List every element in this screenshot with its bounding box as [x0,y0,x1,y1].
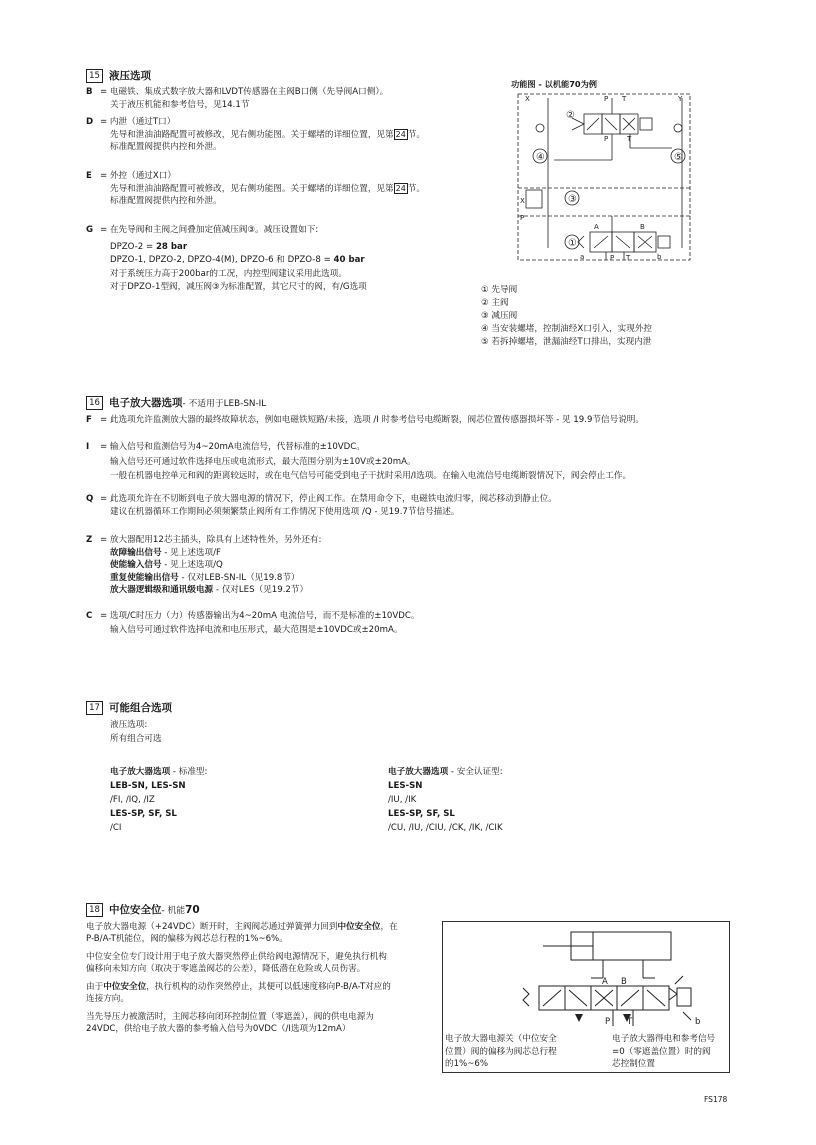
legend-item: ① 先导阀 [481,285,518,295]
port-label: T [622,95,627,103]
option-text: 节。 [407,183,425,194]
port-label: P [604,95,609,103]
body-text: 连接方向。 [86,994,129,1004]
combo-model: LES-SP, SF, SL [110,809,177,819]
combo-heading-sub: - 标准型: [170,767,208,777]
combo-options: /CU, /IU, /CIU, /CK, /IK, /CIK [388,823,503,833]
option-z [86,534,321,597]
option-text: 关于液压机能和参考信号，见14.1节 [110,99,250,110]
section-number: 17 [86,701,103,715]
port-label: b [695,1017,701,1027]
option-d [86,116,425,154]
function-diagram [512,88,694,264]
port-label: a [580,253,585,261]
option-letter: D [86,117,94,127]
option-text: - 仅对LES（见19.2节） [213,585,309,595]
option-text: 标准配置阀提供内控和外泄。 [110,142,222,152]
signal-name: 放大器逻辑级和通讯级电源 [110,585,214,595]
option-text: = 内泄（通过T口） [100,117,176,127]
section-15-heading [86,68,151,83]
pressure-value: 28 bar [155,241,188,252]
combo-heading-sub: - 安全认证型: [448,767,503,777]
option-i [86,440,631,484]
option-letter: Q [86,494,94,504]
option-c [86,609,420,637]
port-label: P [604,135,609,143]
option-text: - 见上述选项/Q [161,560,223,570]
option-text: = 放大器配用12芯主插头，除具有上述特性外，另外还有: [100,535,322,545]
page-number: FS178 [704,1095,728,1104]
combo-label: 液压选项: [110,720,148,730]
port-label: P [520,214,525,222]
port-label: P [605,1017,611,1027]
body-text: 24VDC，供给电子放大器的参考输入信号为0VDC（/I选项为12mA） [86,1024,351,1034]
section-subtitle-num: 70 [185,903,200,916]
caption-left [445,1033,557,1071]
port-label: P [610,254,615,262]
legend-item: ② 主阀 [481,298,509,308]
option-letter: C [86,611,93,621]
section-title: 中位安全位 [109,904,162,916]
section-16-heading [86,395,266,410]
port-label: B [640,223,645,231]
option-g [86,224,367,295]
combo-options: /FI, /IQ, /IZ [110,795,155,805]
section-ref: 24 [395,129,406,139]
callout-5: ⑤ [674,152,683,163]
option-text: 对于系统压力高于200bar的工况，内控型阀建议采用此选项。 [110,268,347,279]
port-label: B [621,977,627,987]
option-letter: I [86,442,90,452]
section-subtitle: - 机能 [161,906,186,916]
callout-1: ① [568,238,577,249]
section-number: 15 [86,69,103,83]
option-text: - 仅对LEB-SN-IL（见19.8节） [178,572,300,583]
combo-value: 所有组合可选 [110,734,162,744]
combo-heading: 电子放大器选项 [388,767,449,777]
body-bold: 中位安全位 [103,982,147,992]
option-text: 对于DPZO-1型阀，减压阀③为标准配置，其它尺寸的阀，有/G选项 [110,282,367,292]
caption-line: 电子放大器得电和参考信号 [612,1034,716,1044]
option-text: 节。 [407,129,425,140]
option-text: = 外控（通过X口） [100,171,176,181]
option-text: 先导和泄油油路配置可被修改，见右侧功能图。关于螺堵的详细位置，见第 [110,129,394,140]
signal-name: 故障输出信号 [110,547,162,558]
option-text: 标准配置阀提供内控和外泄。 [110,196,222,206]
port-label: Y [678,95,683,103]
option-text: 一般在机器电控单元和阀的距离较远时，或在电气信号可能受到电子干扰时采用/I选项。在输入电流信号电缆断裂情况下，阀会停止工作。 [110,471,632,481]
s18-body [86,921,398,1035]
callout-2: ② [566,110,575,121]
option-text: 先导和泄油油路配置可被修改，见右侧功能图。关于螺堵的详细位置，见第 [110,183,394,194]
combo-options: /IU, /IK [388,795,417,805]
combo-model: LES-SP, SF, SL [388,809,455,819]
combo-options: /CI [110,823,122,833]
diagram-title: 功能图 - 以机能70为例 [511,79,597,89]
section-ref: 24 [395,183,406,193]
caption-right [612,1033,715,1071]
combo-heading: 电子放大器选项 [110,767,171,777]
port-label: T [627,135,632,143]
option-text: = 选项/C时压力（力）传感器输出为4~20mA 电流信号，而不是标准的±10VDC。 [100,611,420,621]
signal-name: 使能输入信号 [110,560,162,570]
diagram-legend [481,284,652,349]
port-label: X [525,95,530,103]
section-18-heading [86,902,200,917]
combo-model: LEB-SN, LES-SN [110,781,186,791]
section-title: 液压选项 [109,70,151,82]
body-text: 电子放大器电源（+24VDC）断开时，主阀阀芯通过弹簧弹力回到 [86,922,338,932]
legend-item: ⑤ 若拆掉螺堵，泄漏油经T口排出，实现内泄 [481,337,652,347]
body-text: P-B/A-T机能位，阀的偏移为阀芯总行程的1%~6%。 [86,934,288,944]
section-subtitle: - 不适用于LEB-SN-IL [182,399,267,409]
port-label: A [602,977,608,987]
option-letter: B [86,87,93,97]
combos-standard [110,765,207,835]
port-label: X [520,197,525,205]
option-text: = 在先导阀和主阀之间叠加定值减压阀③。减压设置如下: [100,225,319,235]
option-text: - 见上述选项/F [161,547,221,558]
option-letter: G [86,225,94,235]
body-text: 当先导压力被激活时，主阀芯移向闭环控制位置（零遮盖），阀的供电电源为 [86,1012,374,1022]
option-letter: Z [86,535,93,545]
combos-safety [388,765,503,835]
body-text: 中位安全位专门设计用于电子放大器突然停止供给阀电源情况下，避免执行机构 [86,952,387,962]
option-b [86,86,388,111]
option-text: = 此选项允许在不切断到电子放大器电源的情况下，停止阀工作。在禁用命令下，电磁铁电流归零，阀芯移动到静止位。 [100,494,557,504]
section-number: 16 [86,396,103,410]
section-17-heading [86,700,172,715]
port-label: b [657,253,662,261]
pressure-value: 40 bar [333,255,365,265]
body-text: 偏移向未知方向（取决于零遮盖阀芯的公差），降低潜在危险或人员伤害。 [86,964,366,974]
option-letter: F [86,415,92,425]
option-text: 建议在机器循环工作期间必须频繁禁止阀所有工作情况下使用选项 /Q - 见19.7节信号描述。 [110,506,460,517]
option-text: DPZO-2 = [110,241,156,252]
section-number: 18 [86,903,103,917]
legend-item: ④ 当安装螺堵，控制油经X口引入，实现外控 [481,324,653,334]
option-q [86,493,557,518]
body-bold: 中位安全位 [337,922,381,932]
signal-name: 重复使能输出信号 [110,572,179,583]
caption-line: 的1%~6% [445,1059,489,1069]
caption-line: 位置）阀的偏移为阀芯总行程 [445,1046,557,1057]
option-letter: E [86,171,92,181]
option-text: = 此选项允许监测放大器的最终故障状态，例如电磁铁短路/未接，选项 /I 时参考信号电缆断裂，阀芯位置传感器损坏等 - 见 19.9节信号说明。 [100,415,644,425]
caption-line: 电子放大器电源关（中位安全 [445,1034,557,1044]
combo-model: LES-SN [388,781,423,791]
port-label: A [594,223,599,231]
option-text: 输入信号还可通过软件选择电压或电流形式，最大范围分别为±10V或±20mA。 [110,456,416,467]
option-text: = 电磁铁、集成式数字放大器和LVDT传感器在主阀B口侧（先导阀A口侧）。 [100,87,389,97]
caption-line: =0（零遮盖位置）时的阀 [612,1046,711,1057]
hydraulic-combos [110,718,162,746]
section-title: 可能组合选项 [109,702,172,714]
legend-item: ③ 减压阀 [481,311,518,321]
callout-3: ③ [568,194,577,205]
callout-4: ④ [536,152,545,163]
section-title: 电子放大器选项 [109,397,183,409]
body-text: ，在 [380,922,398,932]
option-text: DPZO-1, DPZO-2, DPZO-4(M), DPZO-6 和 DPZO-8 = [110,255,334,265]
body-text: 由于 [86,982,104,992]
body-text: ，执行机构的动作突然停止，其便可以低速度移向P-B/A-T对应的 [146,982,391,992]
port-label: T [627,1017,633,1027]
option-f [86,414,644,427]
option-text: 输入信号可通过软件选择电流和电压形式，最大范围是±10VDC或±20mA。 [110,625,403,635]
port-label: T [626,254,631,262]
option-e [86,170,425,208]
caption-line: 芯控制位置 [612,1059,655,1069]
option-text: = 输入信号和监测信号为4~20mA电流信号，代替标准的±10VDC。 [100,442,365,452]
